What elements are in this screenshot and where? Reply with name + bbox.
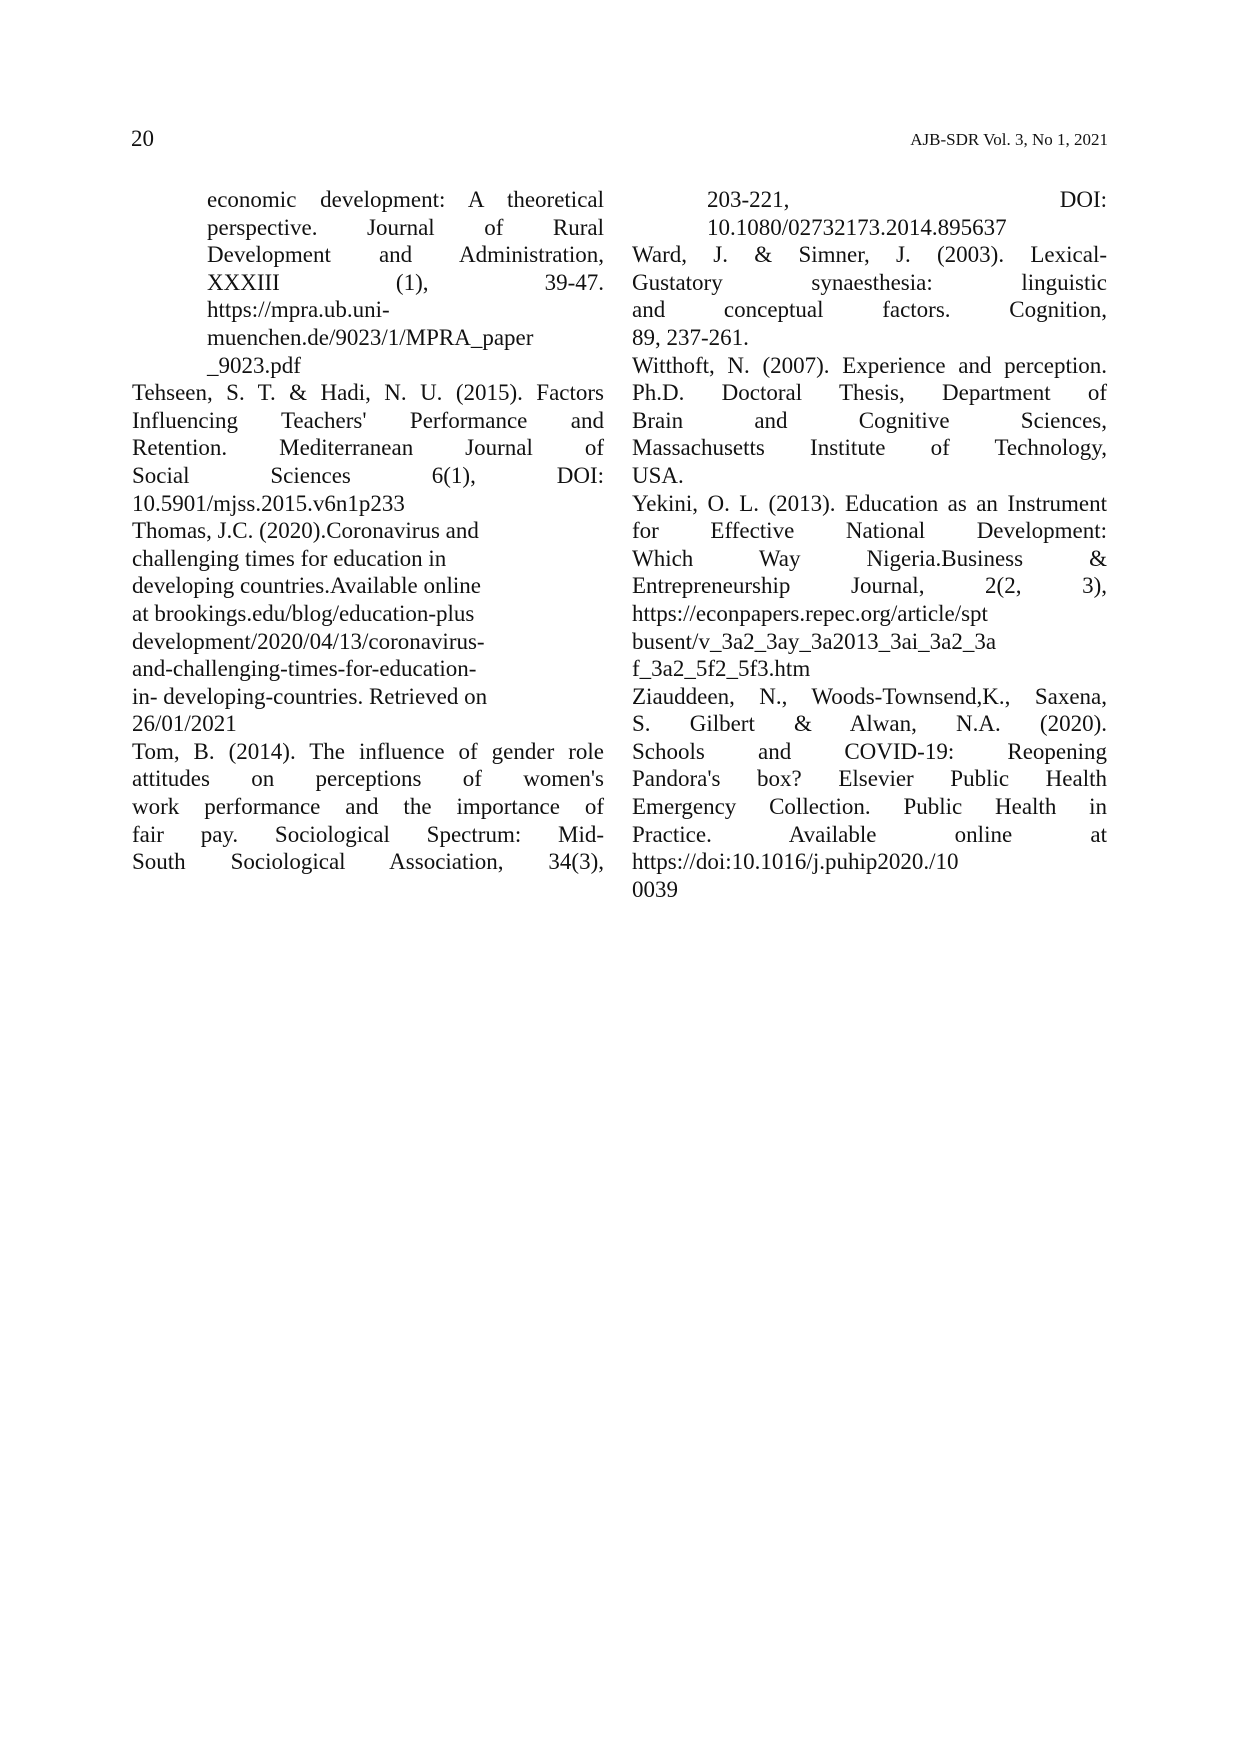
reference-line: at brookings.edu/blog/education-plus [132,600,475,626]
reference-entry [632,352,1107,490]
reference-line: perspective. Journal of Rural [207,214,604,240]
reference-line: 10.1080/02732173.2014.895637 [707,214,1007,240]
reference-line: Emergency Collection. Public Health in [632,794,1107,820]
reference-line: _9023.pdf [207,352,301,378]
reference-line: and-challenging-times-for-education- [132,656,477,682]
reference-line: 203-221, DOI: [707,187,1107,212]
reference-entry [132,186,604,379]
reference-line: for Effective National Development: [632,518,1107,544]
reference-line: Yekini, O. L. (2013). Education as an Instrument [632,490,1107,516]
reference-line: Schools and COVID-19: Reopening [632,738,1107,764]
reference-line: development/2020/04/13/coronavirus- [132,628,485,654]
reference-line: and conceptual factors. Cognition, [632,297,1107,323]
reference-line: Thomas, J.C. (2020).Coronavirus and [132,518,479,544]
reference-line: Pandora's box? Elsevier Public Health [632,766,1107,792]
reference-line: 10.5901/mjss.2015.v6n1p233 [132,490,405,516]
reference-line: Tehseen, S. T. & Hadi, N. U. (2015). Factors [132,380,604,406]
reference-line: Practice. Available online at [632,821,1107,847]
reference-line: developing countries.Available online [132,573,481,599]
reference-line: 26/01/2021 [132,711,237,737]
references-left-column [132,186,604,876]
reference-entry [632,683,1107,904]
reference-line: South Sociological Association, 34(3), [132,849,604,875]
reference-line: https://econpapers.repec.org/article/spt [632,600,988,626]
reference-line: 89, 237-261. [632,324,749,350]
reference-line: Ward, J. & Simner, J. (2003). Lexical- [632,242,1107,268]
page-number: 20 [131,126,154,151]
reference-line: Massachusetts Institute of Technology, [632,435,1107,461]
reference-line: Social Sciences 6(1), DOI: [132,462,604,488]
reference-entry [632,490,1107,683]
reference-line: USA. [632,462,684,488]
reference-line: Gustatory synaesthesia: linguistic [632,269,1107,295]
reference-line: in- developing-countries. Retrieved on [132,683,488,709]
reference-line: Entrepreneurship Journal, 2(2, 3), [632,573,1107,599]
reference-line: Which Way Nigeria.Business & [632,545,1107,571]
reference-line: Tom, B. (2014). The influence of gender role [132,738,604,764]
reference-line: Retention. Mediterranean Journal of [132,435,604,461]
reference-entry [132,379,604,517]
reference-line: https://doi:10.1016/j.puhip2020./10 [632,849,959,875]
reference-line: work performance and the importance of [132,794,604,820]
reference-line: Influencing Teachers' Performance and [132,407,604,433]
reference-entry [132,517,604,738]
reference-line: S. Gilbert & Alwan, N.A. (2020). [632,711,1107,737]
reference-line: busent/v_3a2_3ay_3a2013_3ai_3a2_3a [632,628,997,654]
reference-line: Development and Administration, [207,242,604,268]
reference-line: economic development: A theoretical [207,187,604,212]
references-right-column [632,186,1107,903]
reference-line: Ziauddeen, N., Woods-Townsend,K., Saxena, [632,683,1107,709]
reference-line: f_3a2_5f2_5f3.htm [632,656,811,682]
reference-line: fair pay. Sociological Spectrum: Mid- [132,821,604,847]
reference-entry [132,738,604,876]
reference-line: muenchen.de/9023/1/MPRA_paper [207,324,534,350]
reference-line: Witthoft, N. (2007). Experience and perception. [632,352,1107,378]
reference-line: 0039 [632,876,678,902]
reference-line: Ph.D. Doctoral Thesis, Department of [632,380,1107,406]
running-head: AJB-SDR Vol. 3, No 1, 2021 [910,130,1108,149]
reference-line: attitudes on perceptions of women's [132,766,604,792]
reference-entry [632,186,1107,241]
reference-entry [632,241,1107,351]
reference-line: challenging times for education in [132,545,447,571]
reference-line: Brain and Cognitive Sciences, [632,407,1107,433]
reference-line: XXXIII (1), 39-47. [207,269,604,295]
reference-line: https://mpra.ub.uni- [207,297,390,323]
